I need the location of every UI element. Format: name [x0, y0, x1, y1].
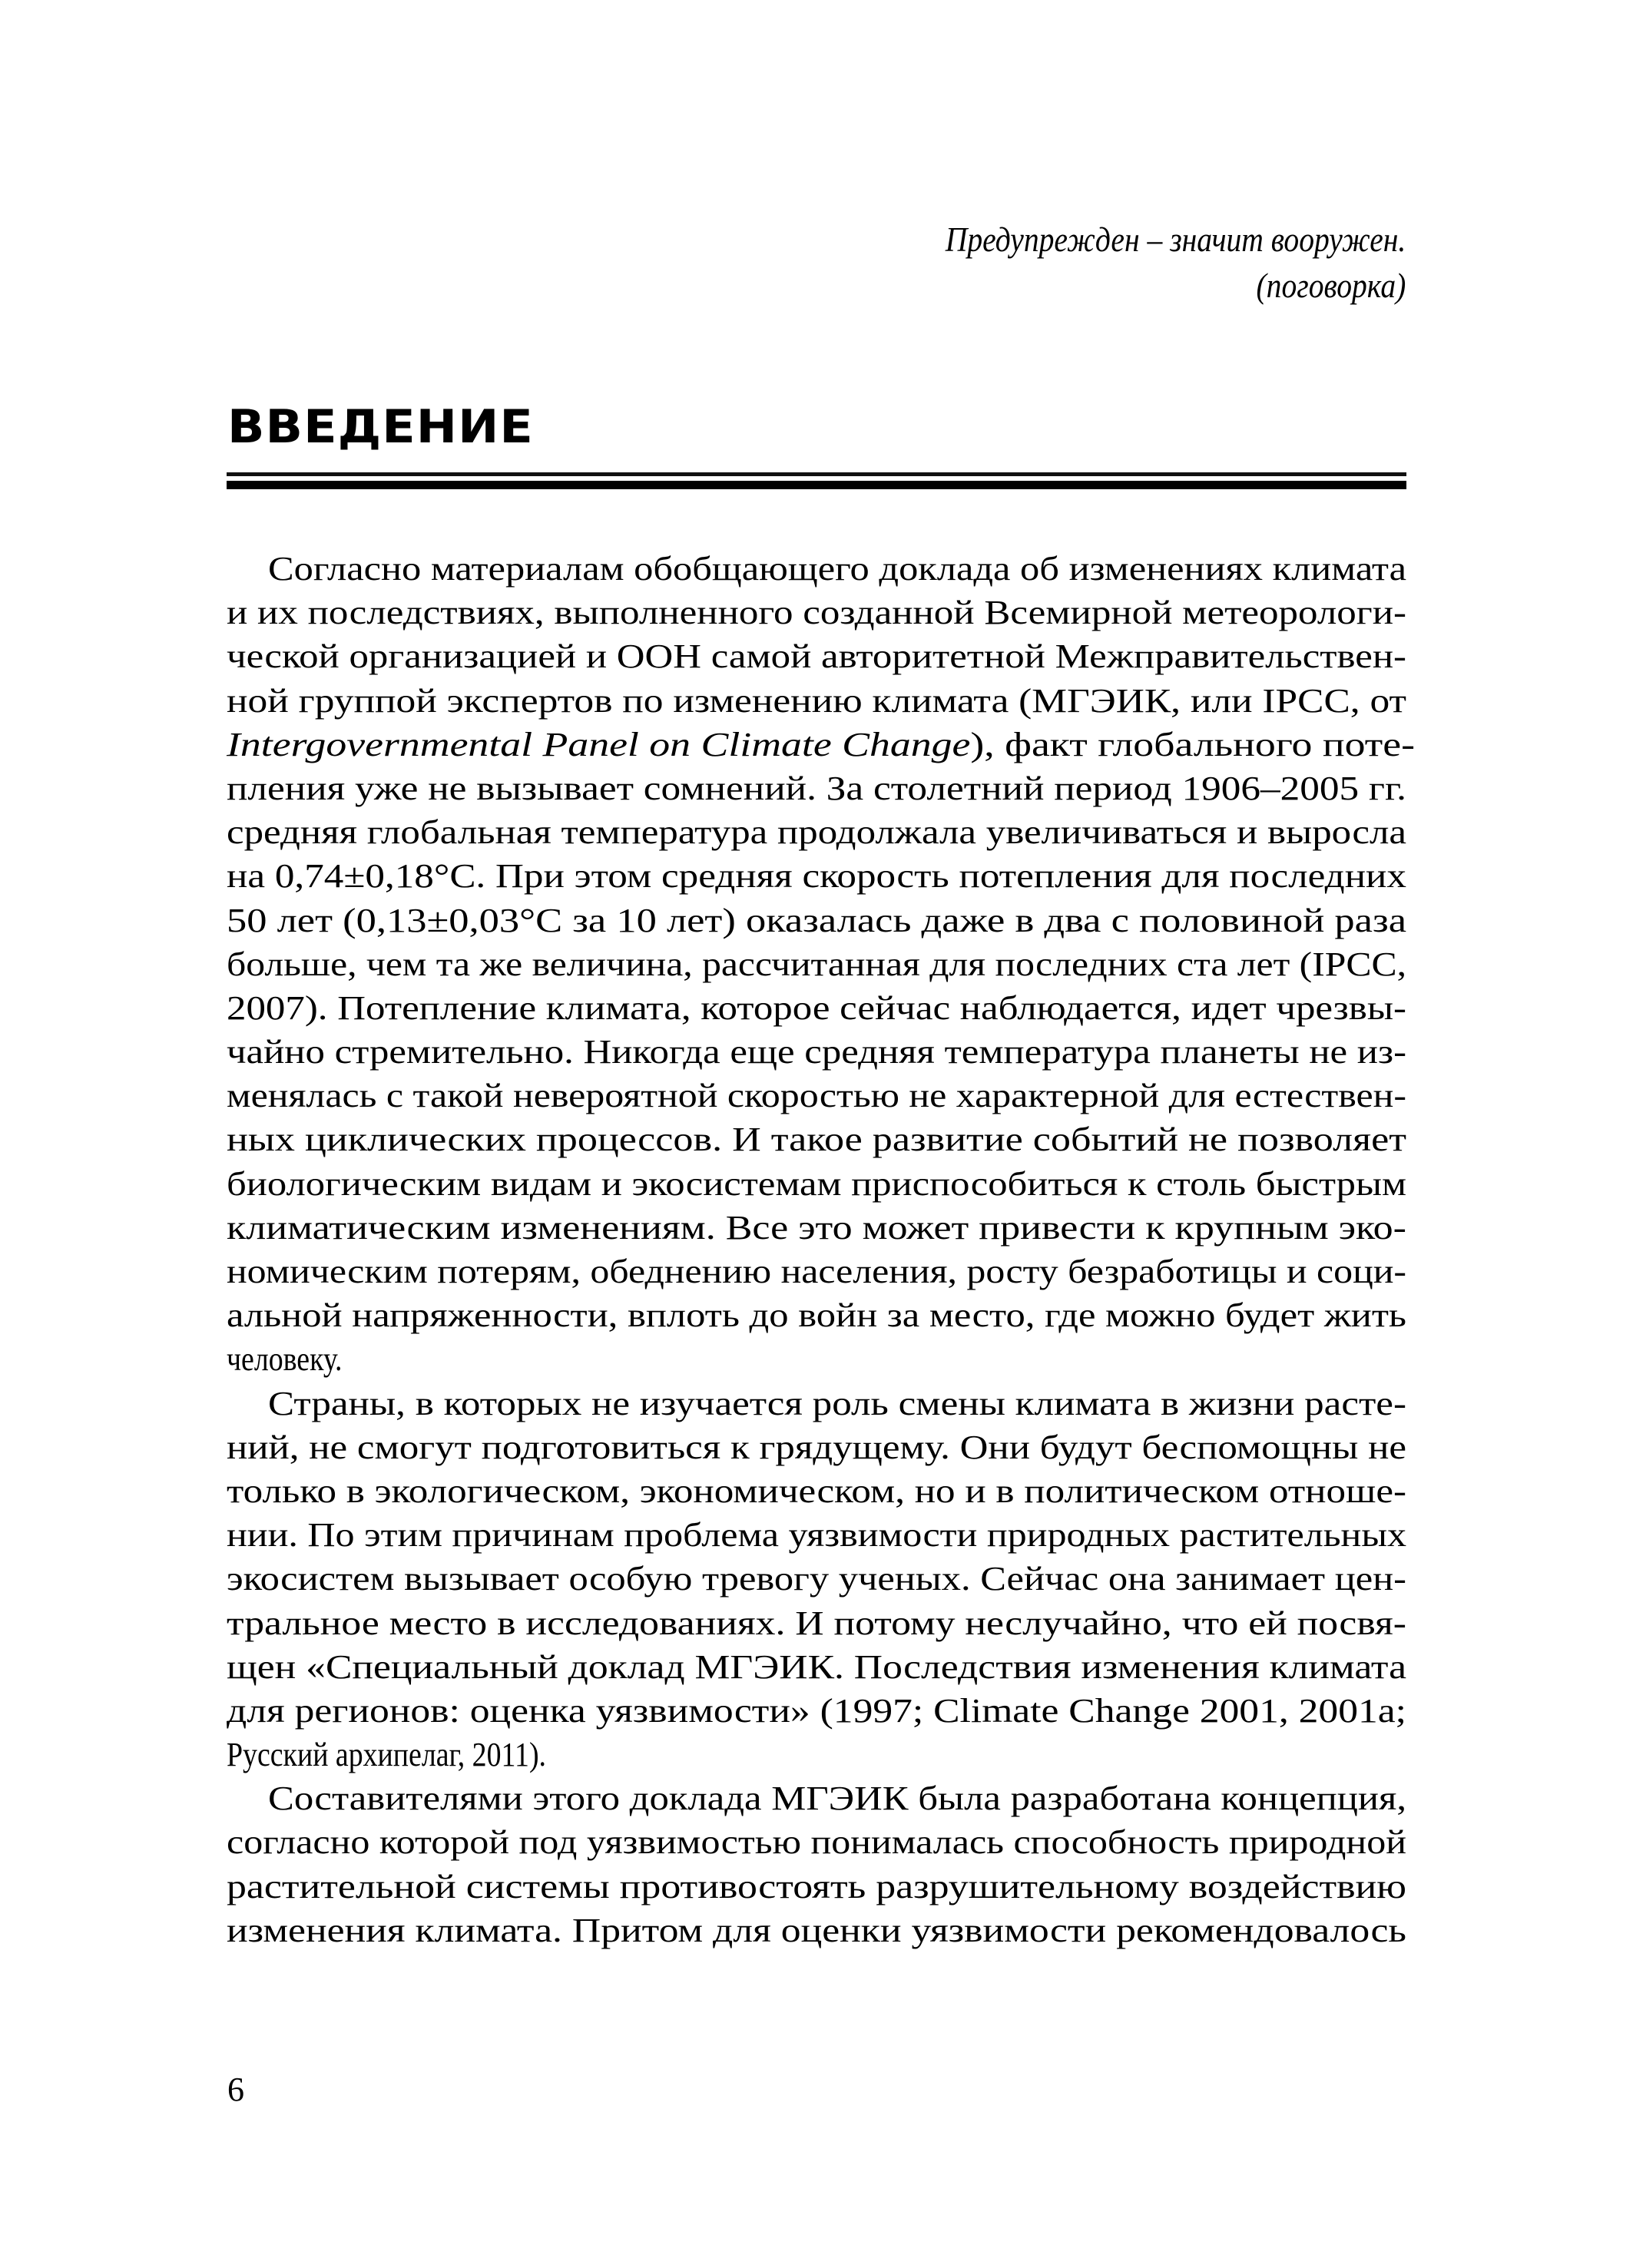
heading-rule-thin — [227, 472, 1406, 476]
epigraph — [945, 217, 1406, 309]
line-content: 2007). Потепление климата, которое сейчас наблюдается, идет чрезвы- — [227, 988, 1406, 1027]
line-content: нии. По этим причинам проблема уязвимости природных растительных — [227, 1516, 1406, 1554]
text-line — [227, 1162, 1406, 1206]
text-line — [227, 1337, 1406, 1381]
line-content: Страны, в которых не изучается роль смены климата в жизни расте- — [268, 1384, 1406, 1422]
text-line — [227, 1074, 1406, 1117]
text-line — [227, 766, 1406, 810]
line-content: климатическим изменениям. Все это может привести к крупным эко- — [227, 1208, 1406, 1247]
line-content: и их последствиях, выполненного созданной Всемирной метеорологи- — [227, 594, 1406, 632]
body-text — [227, 547, 1416, 1952]
text-line — [227, 1601, 1406, 1645]
text-line — [227, 679, 1406, 723]
line-content: щен «Специальный доклад МГЭИК. Последствия изменения климата — [227, 1647, 1407, 1686]
line-content: растительной системы противостоять разрушительному воздействию — [227, 1867, 1406, 1905]
italic-term: Intergovernmental Panel on Climate Change — [227, 725, 971, 763]
line-content — [227, 723, 1416, 766]
line-content: Составителями этого доклада МГЭИК была разработана концепция, — [268, 1780, 1406, 1818]
line-content: альной напряженности, вплоть до войн за место, где можно будет жить — [227, 1296, 1406, 1335]
line-content: ной группой экспертов по изменению климата (МГЭИК, или IPCC, от — [227, 681, 1406, 720]
text-line — [227, 634, 1406, 678]
line-content: чайно стремительно. Никогда еще средняя температура планеты не из- — [227, 1033, 1406, 1071]
text-line — [227, 1645, 1406, 1689]
text-line — [227, 1820, 1406, 1864]
text-line — [227, 1865, 1406, 1909]
text-line — [227, 899, 1406, 942]
line-content: номическим потерям, обеднению населения, росту безработицы и соци- — [227, 1253, 1406, 1290]
line-content: на 0,74±0,18°С. При этом средняя скорость потепления для последних — [227, 857, 1406, 896]
epigraph-source: (поговорка) — [1256, 267, 1406, 305]
text-line — [227, 1469, 1406, 1513]
text-line — [227, 1557, 1406, 1601]
text-line — [227, 591, 1406, 634]
page-number: 6 — [227, 2071, 244, 2108]
text-fragment: ), факт глобального поте- — [970, 725, 1416, 763]
line-content: Согласно материалам обобщающего доклада об изменениях климата — [268, 550, 1406, 588]
text-line — [227, 942, 1406, 986]
paragraph-3 — [227, 1776, 1406, 1952]
chapter-heading: ВВЕДЕНИЕ — [227, 400, 534, 454]
line-content: ческой организацией и ООН самой авторитетной Межправительствен- — [227, 637, 1406, 676]
line-content: тральное место в исследованиях. И потому неслучайно, что ей посвя- — [227, 1604, 1406, 1642]
text-line — [227, 1689, 1406, 1733]
line-content: изменения климата. Притом для оценки уязвимости рекомендовалось — [227, 1911, 1406, 1949]
line-content: менялась с такой невероятной скоростью не характерной для естествен- — [227, 1077, 1406, 1115]
text-line — [227, 723, 1416, 766]
line-content: только в экологическом, экономическом, но и в политическом отноше- — [227, 1472, 1406, 1510]
text-line — [227, 547, 1406, 591]
text-line — [227, 1030, 1406, 1074]
line-content: для регионов: оценка уязвимости» (1997; Climate Change 2001, 2001a; — [227, 1691, 1407, 1730]
text-line — [227, 986, 1406, 1030]
line-content: ных циклических процессов. И такое развитие событий не позволяет — [227, 1121, 1406, 1159]
text-line — [227, 810, 1406, 854]
text-line — [227, 1513, 1406, 1557]
line-content: средняя глобальная температура продолжала увеличиваться и выросла — [227, 813, 1406, 852]
line-content: 50 лет (0,13±0,03°С за 10 лет) оказалась даже в два с половиной раза — [227, 901, 1406, 939]
text-line — [227, 1776, 1406, 1820]
line-content: согласно которой под уязвимостью понималась способность природной — [227, 1823, 1406, 1862]
line-content: ний, не смогут подготовиться к грядущему. Они будут беспомощны не — [227, 1428, 1406, 1466]
text-line — [227, 1909, 1406, 1952]
line-content: человеку. — [227, 1340, 343, 1379]
line-content: Русский архипелаг, 2011). — [227, 1736, 547, 1774]
paragraph-1 — [227, 547, 1416, 1382]
text-line — [227, 1382, 1406, 1425]
paragraph-2 — [227, 1382, 1406, 1777]
text-line — [227, 1733, 1406, 1776]
line-content: биологическим видам и экосистемам приспособиться к столь быстрым — [227, 1164, 1406, 1203]
text-line — [227, 1117, 1406, 1161]
text-line — [227, 1293, 1406, 1337]
text-line — [227, 1250, 1406, 1293]
text-line — [227, 1425, 1406, 1469]
line-content: больше, чем та же величина, рассчитанная для последних ста лет (IPCC, — [227, 945, 1406, 983]
line-content: пления уже не вызывает сомнений. За столетний период 1906–2005 гг. — [227, 769, 1406, 807]
epigraph-quote: Предупрежден – значит вооружен. — [945, 220, 1406, 259]
text-line — [227, 1206, 1406, 1250]
text-line — [227, 854, 1406, 898]
line-content: экосистем вызывает особую тревогу ученых. Сейчас она занимает цен- — [227, 1560, 1406, 1598]
heading-rule-thick — [227, 481, 1406, 489]
